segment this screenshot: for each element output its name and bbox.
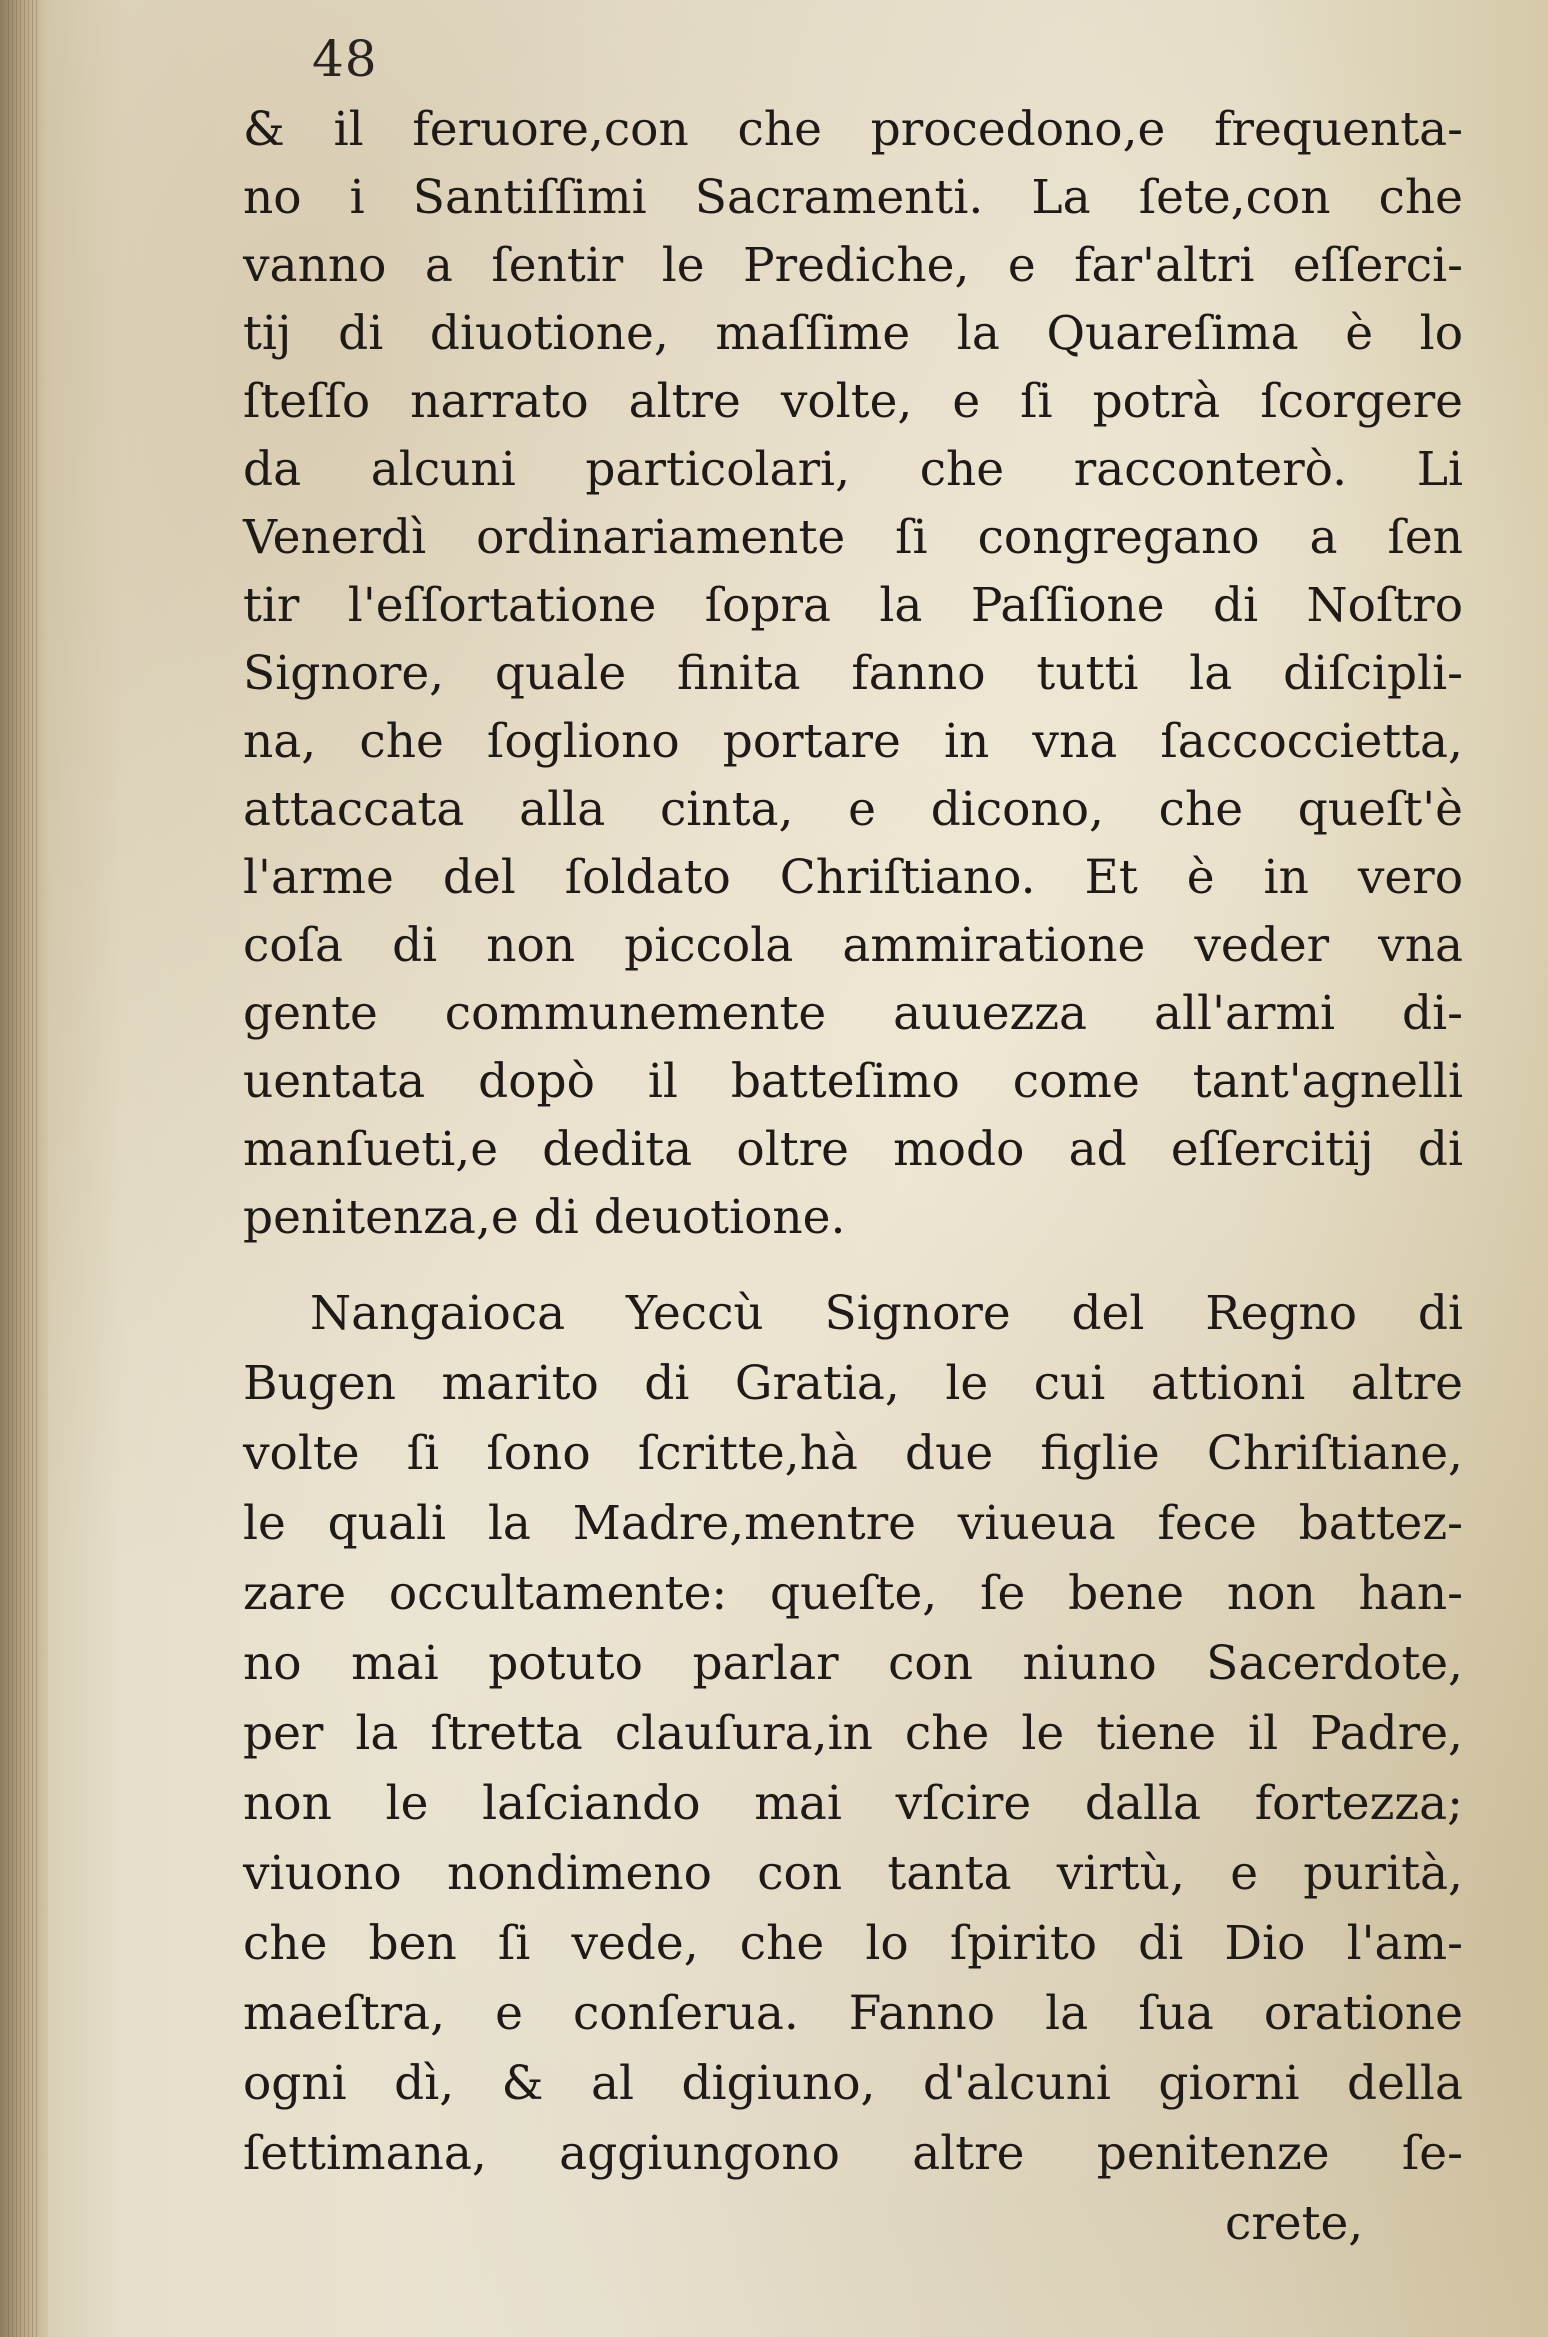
text-line: le quali la Madre,mentre viueua fece battez- xyxy=(243,1496,1463,1551)
text-line: l'arme del ſoldato Chriſtiano. Et è in vero xyxy=(243,850,1463,905)
text-line: coſa di non piccola ammiratione veder vna xyxy=(243,918,1463,973)
text-line: no i Santiſſimi Sacramenti. La ſete,con che xyxy=(243,170,1463,225)
text-line: tir l'eſſortatione ſopra la Paſſione di Noſtro xyxy=(243,578,1463,633)
text-line: ſettimana, aggiungono altre penitenze ſe- xyxy=(243,2126,1463,2181)
text-line: gente communemente auuezza all'armi di- xyxy=(243,986,1463,1041)
text-line: ogni dì, & al digiuno, d'alcuni giorni della xyxy=(243,2056,1463,2111)
text-line: ſteſſo narrato altre volte, e ſi potrà ſcorgere xyxy=(243,374,1463,429)
text-line: na, che ſogliono portare in vna ſaccoccietta, xyxy=(243,714,1463,769)
text-line: Venerdì ordinariamente ſi congregano a ſen xyxy=(243,510,1463,565)
text-line: zare occultamente: queſte, ſe bene non han- xyxy=(243,1566,1463,1621)
text-line: Bugen marito di Gratia, le cui attioni altre xyxy=(243,1356,1463,1411)
text-line: & il feruore,con che procedono,e frequenta- xyxy=(243,102,1463,157)
text-line: vanno a ſentir le Prediche, e far'altri eſſerci- xyxy=(243,238,1463,293)
text-line: per la ſtretta clauſura,in che le tiene il Padre, xyxy=(243,1706,1463,1761)
text-line: che ben ſi vede, che lo ſpirito di Dio l'am- xyxy=(243,1916,1463,1971)
catchword: crete, xyxy=(1225,2196,1364,2251)
text-line: viuono nondimeno con tanta virtù, e purità, xyxy=(243,1846,1463,1901)
text-line: volte ſi ſono ſcritte,hà due figlie Chriſtiane, xyxy=(243,1426,1463,1481)
text-line: da alcuni particolari, che racconterò. Li xyxy=(243,442,1463,497)
text-line: penitenza,e di deuotione. xyxy=(243,1190,846,1245)
page-number: 48 xyxy=(312,30,378,88)
paragraph-first-line: Nangaioca Yeccù Signore del Regno di xyxy=(310,1286,1463,1341)
text-line: no mai potuto parlar con niuno Sacerdote, xyxy=(243,1636,1463,1691)
text-line: Signore, quale finita fanno tutti la diſcipli- xyxy=(243,646,1463,701)
text-line: uentata dopò il batteſimo come tant'agnelli xyxy=(243,1054,1463,1109)
text-line: attaccata alla cinta, e dicono, che queſt'è xyxy=(243,782,1463,837)
text-line: non le laſciando mai vſcire dalla fortezza; xyxy=(243,1776,1463,1831)
text-line: tij di diuotione, maſſime la Quareſima è lo xyxy=(243,306,1463,361)
text-line: manſueti,e dedita oltre modo ad eſſercitij di xyxy=(243,1122,1463,1177)
text-line: maeſtra, e conſerua. Fanno la ſua oratione xyxy=(243,1986,1463,2041)
